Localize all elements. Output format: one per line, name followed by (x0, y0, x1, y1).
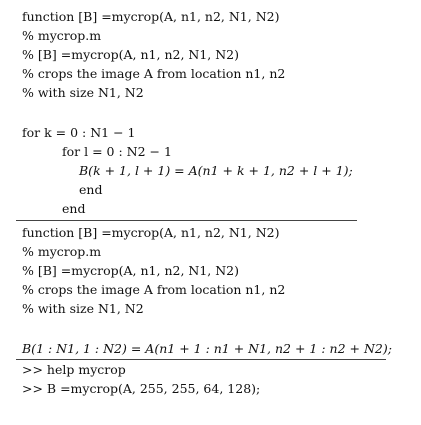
b1-end-inner: end (79, 182, 103, 197)
b2-function-signature: function [B] =mycrop(A, n1, n2, N1, N2) (22, 225, 280, 240)
b2-comment-filename: % mycrop.m (22, 244, 102, 259)
b1-comment-size: % with size N1, N2 (22, 85, 144, 100)
usage-call-command: >> B =mycrop(A, 255, 255, 64, 128); (22, 381, 261, 396)
b1-end-outer: end (62, 201, 86, 216)
b2-vector-assignment: B(1 : N1, 1 : N2) = A(n1 + 1 : n1 + N1, n2 + 1 : n2 + N2); (22, 341, 392, 356)
b1-assignment: B(k + 1, l + 1) = A(n1 + k + 1, n2 + l + 1); (79, 163, 353, 178)
usage-help-command: >> help mycrop (22, 362, 126, 377)
divider-1 (16, 220, 357, 221)
b1-comment-description: % crops the image A from location n1, n2 (22, 66, 286, 81)
b1-for-inner: for l = 0 : N2 − 1 (62, 144, 172, 159)
b2-comment-size: % with size N1, N2 (22, 301, 144, 316)
b1-function-signature: function [B] =mycrop(A, n1, n2, N1, N2) (22, 9, 280, 24)
b1-comment-usage: % [B] =mycrop(A, n1, n2, N1, N2) (22, 47, 240, 62)
b2-comment-description: % crops the image A from location n1, n2 (22, 282, 286, 297)
b1-comment-filename: % mycrop.m (22, 28, 102, 43)
divider-2 (16, 359, 386, 360)
b1-for-outer: for k = 0 : N1 − 1 (22, 125, 136, 140)
b2-comment-usage: % [B] =mycrop(A, n1, n2, N1, N2) (22, 263, 240, 278)
